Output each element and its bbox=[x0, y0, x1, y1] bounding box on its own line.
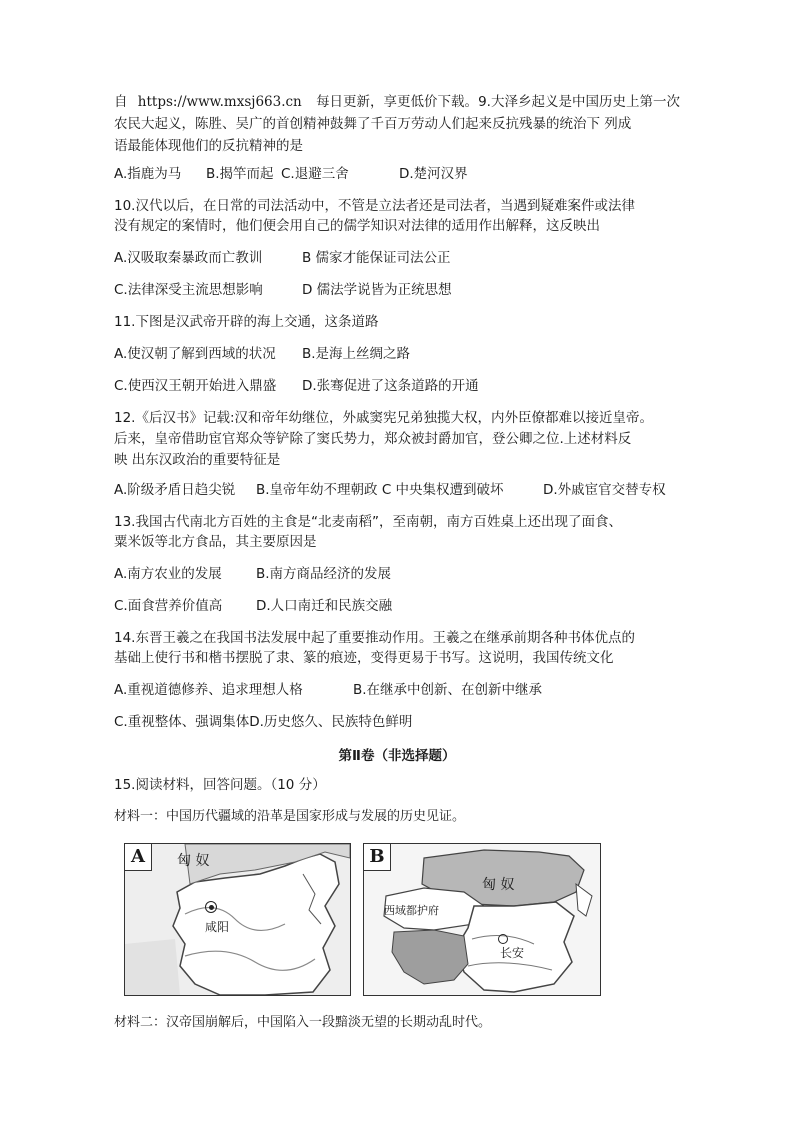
q15-material-2: 材料二：汉帝国崩解后，中国陷入一段黯淡无望的长期动乱时代。 bbox=[114, 1015, 492, 1030]
map-b-capital-icon bbox=[498, 934, 508, 944]
map-a-region-label: 匈 奴 bbox=[177, 853, 210, 869]
q11-stem-line1: 11.下图是汉武帝开辟的海上交通，这条道路 bbox=[114, 314, 379, 330]
q9-stem-line3: 语最能体现他们的反抗精神的是 bbox=[114, 138, 303, 154]
q15-stem: 15.阅读材料，回答问题。（10 分） bbox=[114, 777, 326, 793]
q13-option-b: B.南方商品经济的发展 bbox=[256, 566, 392, 582]
q14-stem-line2: 基础上使行书和楷书摆脱了隶、篆的痕迹，变得更易于书写。这说明，我国传统文化 bbox=[114, 650, 614, 666]
q13-option-a: A.南方农业的发展 bbox=[114, 566, 222, 582]
q12-option-a: A.阶级矛盾日趋尖锐 bbox=[114, 482, 236, 498]
map-b-letter: B bbox=[364, 844, 391, 871]
map-b-protectorate-label: 西域都护府 bbox=[384, 904, 439, 917]
q13-option-c: C.面食营养价值高 bbox=[114, 598, 223, 614]
q12-option-d: D.外戚宦官交替专权 bbox=[543, 482, 666, 498]
q10-option-b: B 儒家才能保证司法公正 bbox=[302, 250, 451, 266]
map-a-capital-icon bbox=[205, 901, 217, 913]
map-a bbox=[124, 843, 351, 996]
q13-stem-line2: 粟米饭等北方食品，其主要原因是 bbox=[114, 534, 317, 550]
q9-stem-line2: 农民大起义，陈胜、吴广的首创精神鼓舞了千百万劳动人们起来反抗残暴的统治下 列成 bbox=[114, 116, 632, 132]
map-a-drawing bbox=[125, 844, 350, 995]
q9-option-d: D.楚河汉界 bbox=[399, 166, 468, 182]
q9-option-c: C.退避三舍 bbox=[281, 166, 349, 182]
q9-option-a: A.指鹿为马 bbox=[114, 166, 182, 182]
map-a-city-label: 咸阳 bbox=[205, 920, 230, 934]
header-promo: 每日更新，享更低价下载。 bbox=[316, 94, 479, 110]
map-b bbox=[363, 843, 601, 996]
q11-option-a: A.使汉朝了解到西域的状况 bbox=[114, 346, 276, 362]
map-b-city-label: 长安 bbox=[500, 946, 525, 960]
q12-stem-line3: 映 出东汉政治的重要特征是 bbox=[114, 452, 281, 468]
q9-option-b: B.揭竿而起 bbox=[206, 166, 274, 182]
map-b-drawing bbox=[364, 844, 600, 995]
header-prefix: 自 bbox=[114, 94, 128, 110]
header-line bbox=[114, 93, 680, 111]
q14-option-a: A.重视道德修养、追求理想人格 bbox=[114, 682, 303, 698]
q11-option-d: D.张骞促进了这条道路的开通 bbox=[302, 378, 479, 394]
q11-option-c: C.使西汉王朝开始进入鼎盛 bbox=[114, 378, 277, 394]
q15-material-1: 材料一：中国历代疆域的沿革是国家形成与发展的历史见证。 bbox=[114, 809, 466, 824]
q14-option-b: B.在继承中创新、在创新中继承 bbox=[353, 682, 543, 698]
map-b-region-label: 匈 奴 bbox=[482, 877, 515, 893]
header-url[interactable]: https://www.mxsj663.cn bbox=[137, 94, 302, 110]
q14-stem-line1: 14.东晋王羲之在我国书法发展中起了重要推动作用。王羲之在继承前期各种书体优点的 bbox=[114, 630, 635, 646]
section-title: 第Ⅱ卷（非选择题） bbox=[338, 748, 456, 764]
q10-option-d: D 儒法学说皆为正统思想 bbox=[302, 282, 452, 298]
q10-stem-line1: 10.汉代以后，在日常的司法活动中，不管是立法者还是司法者，当遇到疑难案件或法律 bbox=[114, 198, 635, 214]
q11-option-b: B.是海上丝绸之路 bbox=[302, 346, 411, 362]
q13-option-d: D.人口南迁和民族交融 bbox=[256, 598, 393, 614]
q10-option-c: C.法律深受主流思想影响 bbox=[114, 282, 263, 298]
q10-option-a: A.汉吸取秦暴政而亡教训 bbox=[114, 250, 263, 266]
q12-option-bc: B.皇帝年幼不理朝政 C 中央集权遭到破坏 bbox=[256, 482, 504, 498]
map-a-letter: A bbox=[125, 844, 152, 871]
q13-stem-line1: 13.我国古代南北方百姓的主食是“北麦南稻”，至南朝，南方百姓桌上还出现了面食、 bbox=[114, 514, 622, 530]
q12-stem-line1: 12.《后汉书》记载:汉和帝年幼继位，外戚窦宪兄弟独揽大权，内外臣僚都难以接近皇帝。 bbox=[114, 410, 654, 426]
q12-stem-line2: 后来，皇帝借助宦官郑众等铲除了窦氏势力，郑众被封爵加官，登公卿之位.上述材料反 bbox=[114, 431, 632, 447]
q14-option-cd: C.重视整体、强调集体D.历史悠久、民族特色鲜明 bbox=[114, 714, 413, 730]
q10-stem-line2: 没有规定的案情时，他们便会用自己的儒学知识对法律的适用作出解释，这反映出 bbox=[114, 218, 600, 234]
q9-stem-start: 9.大泽乡起义是中国历史上第一次 bbox=[478, 94, 680, 110]
